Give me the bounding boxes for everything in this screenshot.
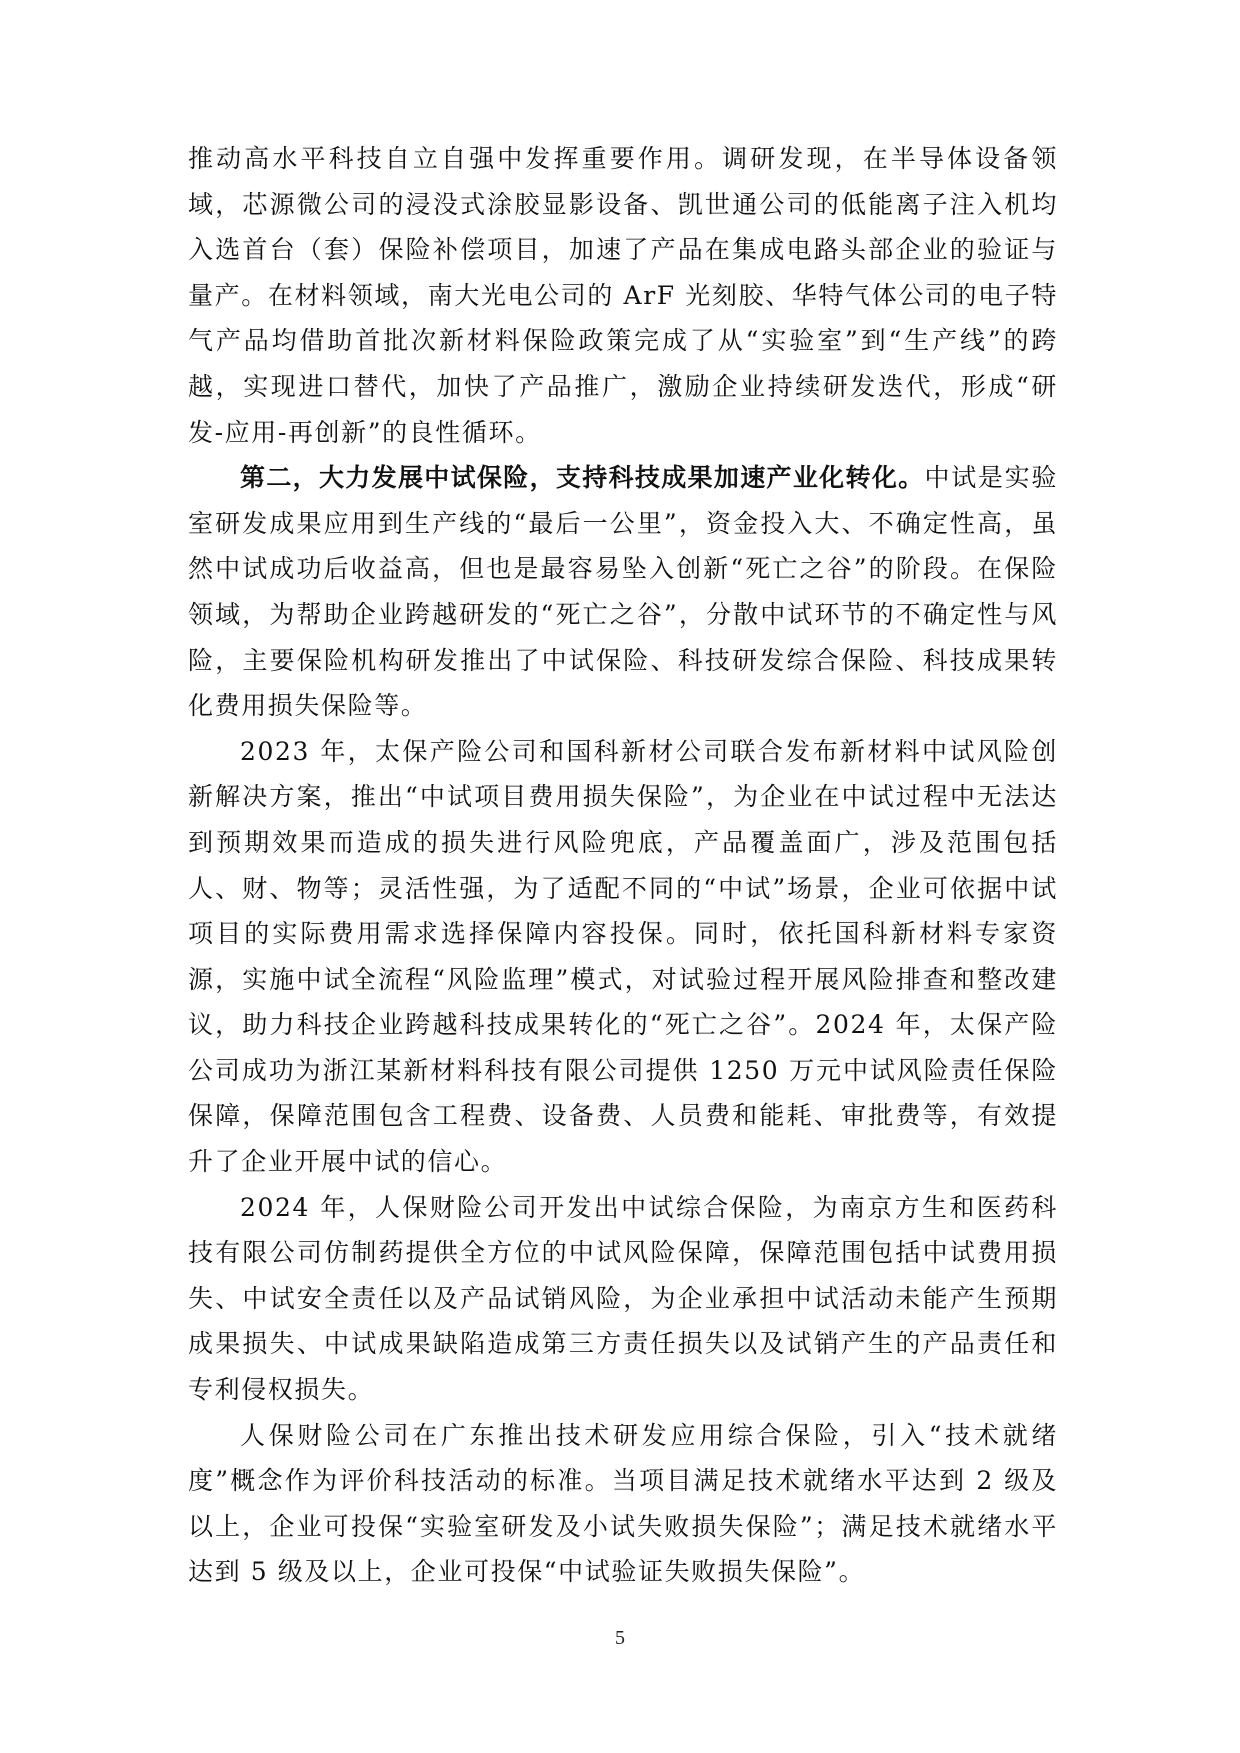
paragraph-cpic-2023 bbox=[188, 729, 1058, 1185]
section-lead-heading: 第二，大力发展中试保险，支持科技成果加速产业化转化。 bbox=[240, 463, 925, 493]
document-page bbox=[188, 136, 1058, 1595]
paragraph-text: 人保财险公司在广东推出技术研发应用综合保险，引入“技术就绪度”概念作为评价科技活动的标准。当项目满足技术就绪水平达到 2 级及以上，企业可投保“实验室研发及小试失败损失保险”；满足技术就绪水平达到 5 级及以上，企业可投保“中试验证失败损失保险”。 bbox=[188, 1420, 1058, 1587]
paragraph-picc-2024 bbox=[188, 1185, 1058, 1413]
paragraph-text: 中试是实验室研发成果应用到生产线的“最后一公里”，资金投入大、不确定性高，虽然中试成功后收益高，但也是最容易坠入创新“死亡之谷”的阶段。在保险领域，为帮助企业跨越研发的“死亡之谷”，分散中试环节的不确定性与风险，主要保险机构研发推出了中试保险、科技研发综合保险、科技成果转化费用损失保险等。 bbox=[188, 463, 1058, 721]
paragraph-semiconductor-materials bbox=[188, 136, 1058, 455]
paragraph-picc-guangdong bbox=[188, 1413, 1058, 1595]
paragraph-text: 推动高水平科技自立自强中发挥重要作用。调研发现，在半导体设备领域，芯源微公司的浸没式涂胶显影设备、凯世通公司的低能离子注入机均入选首台（套）保险补偿项目，加速了产品在集成电路头部企业的验证与量产。在材料领域，南大光电公司的 ArF 光刻胶、华特气体公司的电子特气产品均借助首批次新材料保险政策完成了从“实验室”到“生产线”的跨越，实现进口替代，加快了产品推广，激励企业持续研发迭代，形成“研发-应用-再创新”的良性循环。 bbox=[188, 144, 1058, 447]
paragraph-text: 2024 年，人保财险公司开发出中试综合保险，为南京方生和医药科技有限公司仿制药提供全方位的中试风险保障，保障范围包括中试费用损失、中试安全责任以及产品试销风险，为企业承担中试活动未能产生预期成果损失、中试成果缺陷造成第三方责任损失以及试销产生的产品责任和专利侵权损失。 bbox=[188, 1192, 1058, 1405]
paragraph-pilot-insurance-heading bbox=[188, 455, 1058, 729]
paragraph-text: 2023 年，太保产险公司和国科新材公司联合发布新材料中试风险创新解决方案，推出“中试项目费用损失保险”，为企业在中试过程中无法达到预期效果而造成的损失进行风险兜底，产品覆盖面广，涉及范围包括人、财、物等；灵活性强，为了适配不同的“中试”场景，企业可依据中试项目的实际费用需求选择保障内容投保。同时，依托国科新材料专家资源，实施中试全流程“风险监理”模式，对试验过程开展风险排查和整改建议，助力科技企业跨越科技成果转化的“死亡之谷”。2024 年，太保产险公司成功为浙江某新材料科技有限公司提供 1250 万元中试风险责任保险保障，保障范围包含工程费、设备费、人员费和能耗、审批费等，有效提升了企业开展中试的信心。 bbox=[188, 736, 1058, 1177]
page-number: 5 bbox=[615, 1627, 625, 1649]
